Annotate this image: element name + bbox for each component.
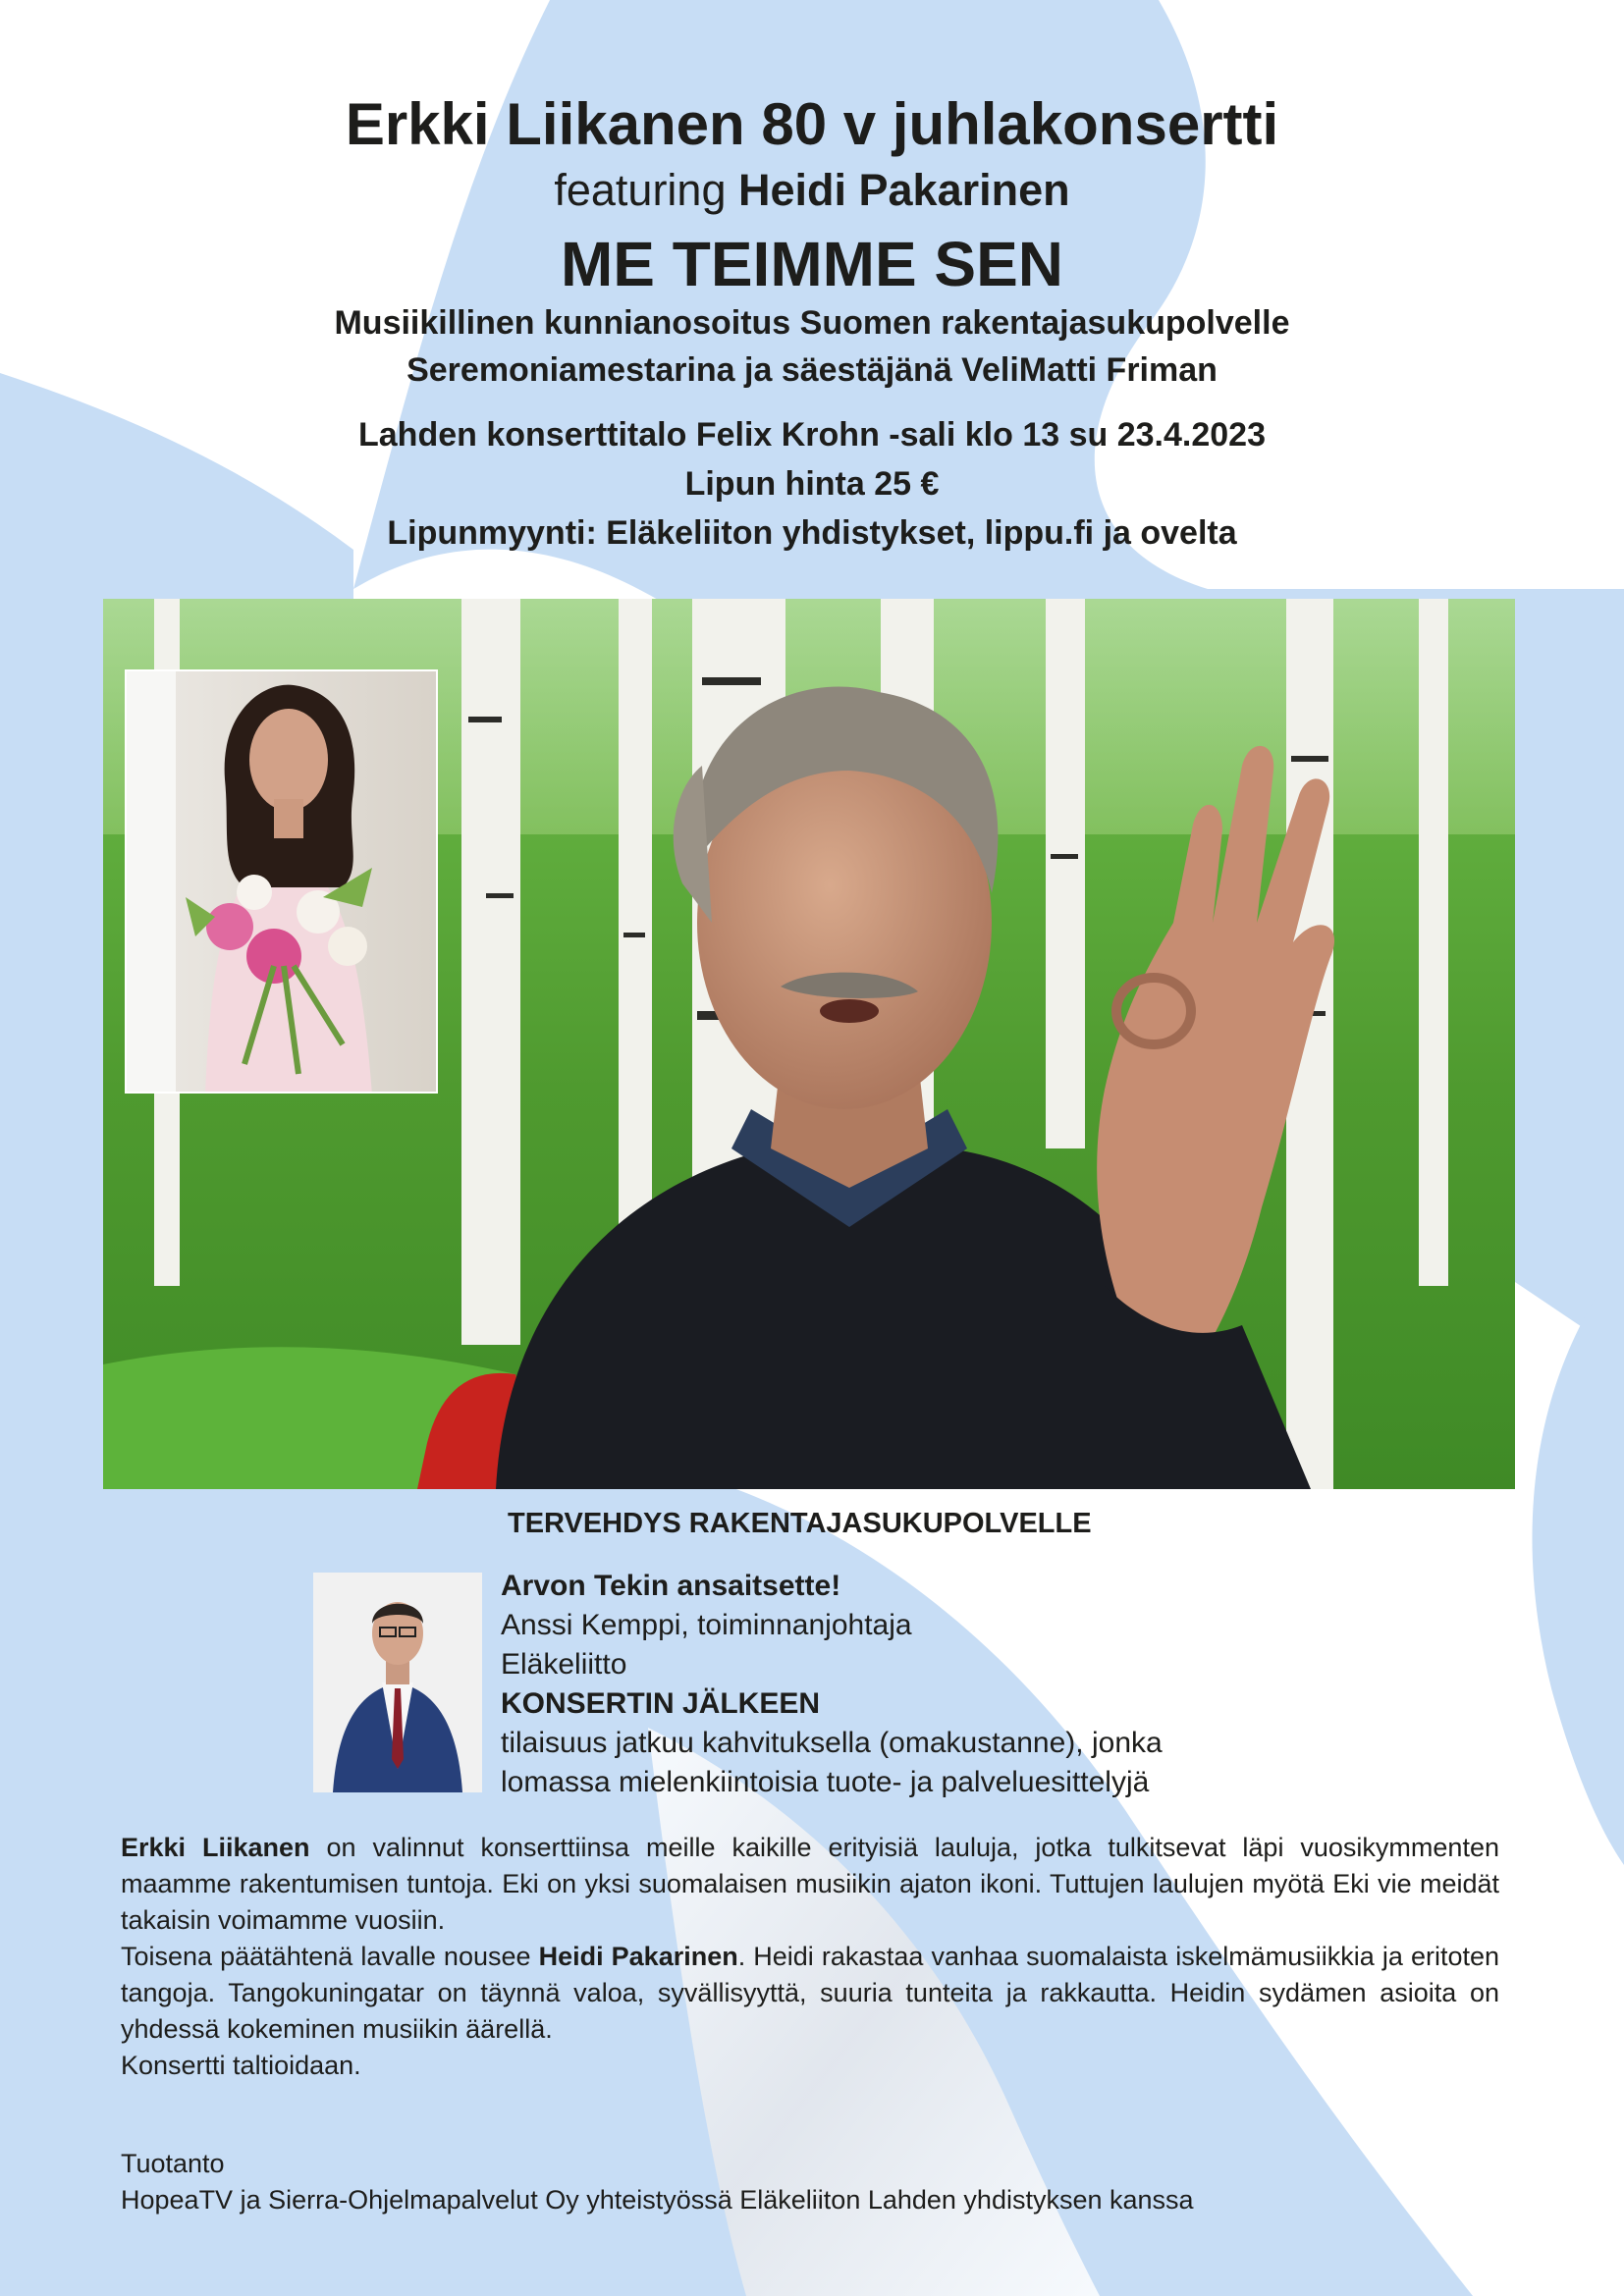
description-paragraph: Erkki Liikanen on valinnut konserttiinsa meille kaikille erityisiä lauluja, jotka tulkitsevat läpi vuosikymmenten maamme rakentumisen tuntoja. Eki on yksi suomalaisen musiikin ajaton ikoni. Tuttujen laulujen myötä Eki vie meidät takaisin voimamme vuosiin. [121, 1833, 1499, 1935]
after-concert-text: lomassa mielenkiintoisia tuote- ja palveluesittelyjä [501, 1766, 1150, 1798]
greeting-title: TERVEHDYS RAKENTAJASUKUPOLVELLE [508, 1508, 1092, 1539]
inset-photo-heidi [125, 669, 438, 1094]
event-venue-time: Lahden konserttitalo Felix Krohn -sali klo 13 su 23.4.2023 [358, 416, 1266, 454]
production-label: Tuotanto [121, 2149, 225, 2178]
after-concert-text: tilaisuus jatkuu kahvituksella (omakustanne), jonka [501, 1727, 1163, 1759]
photo-anssi-kemppi [313, 1573, 482, 1792]
page-title: Erkki Liikanen 80 v juhlakonsertti [345, 91, 1279, 157]
production-text: HopeaTV ja Sierra-Ohjelmapalvelut Oy yhteistyössä Eläkeliiton Lahden yhdistyksen kanssa [121, 2185, 1194, 2215]
production-credits [121, 2146, 1194, 2218]
greeting-speaker: Anssi Kemppi, toiminnanjohtaja [501, 1609, 912, 1641]
subtitle-line: Musiikillinen kunnianosoitus Suomen rakentajasukupolvelle [334, 304, 1290, 342]
show-name: ME TEIMME SEN [560, 229, 1064, 299]
featuring-line [0, 165, 1624, 216]
description-paragraph: Toisena päätähtenä lavalle nousee Heidi Pakarinen. Heidi rakastaa vanhaa suomalaista iskelmämusiikkia ja eritoten tangoja. Tangokuningatar on täynnä valoa, syvällisyyttä, suuria tunteita ja rakkautta. Heidin sydämen asioita on yhdessä kokeminen musiikin äärellä. [121, 1942, 1499, 2044]
greeting-quote: Arvon Tekin ansaitsette! [501, 1570, 841, 1602]
after-concert-title: KONSERTIN JÄLKEEN [501, 1687, 821, 1720]
greeting-block [501, 1567, 1163, 1802]
subtitle-block [0, 299, 1624, 394]
description-paragraph: Konsertti taltioidaan. [121, 2051, 361, 2080]
ticket-sales: Lipunmyynti: Eläkeliiton yhdistykset, lippu.fi ja ovelta [387, 514, 1237, 552]
subtitle-line: Seremoniamestarina ja säestäjänä VeliMatti Friman [406, 351, 1218, 389]
greeting-organization: Eläkeliitto [501, 1648, 627, 1681]
description [121, 1830, 1499, 2084]
event-info [0, 410, 1624, 558]
artist-name-erkki: Erkki Liikanen [121, 1833, 310, 1862]
featuring-prefix: featuring [554, 165, 727, 215]
artist-name-heidi: Heidi Pakarinen [538, 1942, 738, 1971]
ticket-price: Lipun hinta 25 € [684, 465, 940, 503]
featuring-name: Heidi Pakarinen [738, 165, 1070, 215]
